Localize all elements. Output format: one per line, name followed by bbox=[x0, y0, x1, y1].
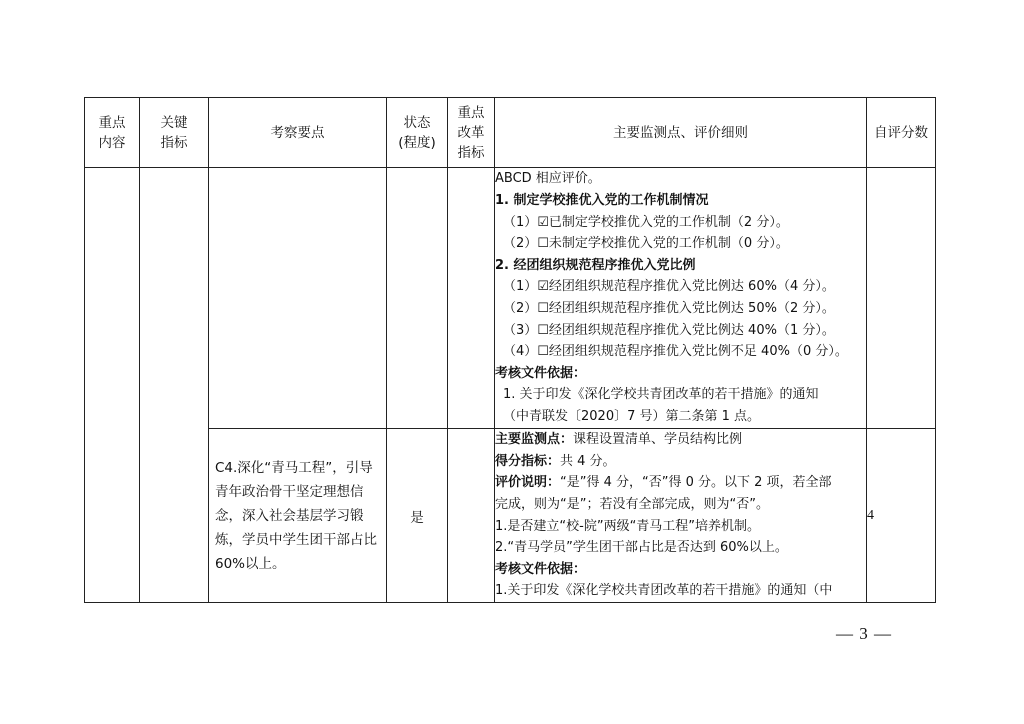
detail-line bbox=[495, 451, 866, 473]
inspection-point-cell bbox=[209, 429, 387, 603]
detail-label: 主要监测点： bbox=[495, 432, 574, 448]
monitoring-details-cell bbox=[495, 429, 867, 603]
header-reform-indicator: 重点 改革 指标 bbox=[448, 98, 495, 168]
monitoring-details-cell bbox=[495, 168, 867, 429]
self-score-cell bbox=[867, 168, 936, 429]
detail-line: 1. 关于印发《深化学校共青团改革的若干措施》的通知 bbox=[503, 387, 819, 403]
key-indicator-cell bbox=[140, 168, 209, 603]
header-self-score: 自评分数 bbox=[867, 98, 936, 168]
detail-line: （4）☐经团组织规范程序推优入党比例不足 40%（0 分）。 bbox=[503, 344, 848, 360]
detail-text: 共 4 分。 bbox=[560, 453, 616, 469]
detail-line: 1. 制定学校推优入党的工作机制情况 bbox=[495, 193, 709, 209]
detail-lines bbox=[495, 168, 866, 427]
status-cell bbox=[387, 429, 448, 603]
detail-line bbox=[495, 494, 866, 516]
detail-line bbox=[495, 429, 866, 451]
inspection-point-cell bbox=[209, 168, 387, 429]
header-row bbox=[85, 98, 936, 168]
detail-line: （1）☑已制定学校推优入党的工作机制（2 分）。 bbox=[503, 214, 789, 230]
status-cell bbox=[387, 168, 448, 429]
detail-label: 评价说明： bbox=[495, 475, 561, 491]
detail-line: （1）☑经团组织规范程序推优入党比例达 60%（4 分）。 bbox=[503, 279, 835, 295]
reform-indicator-cell bbox=[448, 168, 495, 429]
detail-label: 考核文件依据： bbox=[495, 561, 587, 577]
detail-line: （3）☐经团组织规范程序推优入党比例达 40%（1 分）。 bbox=[503, 322, 835, 338]
detail-line: （2）☐未制定学校推优入党的工作机制（0 分）。 bbox=[503, 236, 789, 252]
key-content-cell bbox=[85, 168, 140, 603]
detail-text: 2.“青马学员”学生团干部占比是否达到 60%以上。 bbox=[495, 540, 788, 556]
detail-text: “是”得 4 分，“否”得 0 分。以下 2 项，若全部 bbox=[560, 475, 832, 491]
detail-text: 1.关于印发《深化学校共青团改革的若干措施》的通知（中 bbox=[495, 583, 833, 599]
header-key-indicator: 关键 指标 bbox=[140, 98, 209, 168]
detail-line: ABCD 相应评价。 bbox=[495, 171, 601, 187]
detail-label: 得分指标： bbox=[495, 453, 561, 469]
status-value: 是 bbox=[410, 509, 424, 526]
inspection-point-text: C4.深化“青马工程”，引导青年政治骨干坚定理想信念，深入社会基层学习锻炼，学员中学生团干部占比 60%以上。 bbox=[215, 459, 377, 572]
detail-text: 完成，则为“是”；若没有全部完成，则为“否”。 bbox=[495, 496, 769, 512]
detail-text: 1.是否建立“校-院”两级“青马工程”培养机制。 bbox=[495, 518, 761, 534]
header-key-content: 重点 内容 bbox=[85, 98, 140, 168]
detail-line bbox=[495, 537, 866, 559]
header-monitoring-details: 主要监测点、评价细则 bbox=[495, 98, 867, 168]
table-row bbox=[85, 168, 936, 429]
reform-indicator-cell bbox=[448, 429, 495, 603]
detail-text: 课程设置清单、学员结构比例 bbox=[573, 432, 743, 448]
detail-line: 考核文件依据： bbox=[495, 365, 587, 381]
detail-line: （中青联发〔2020〕7 号）第二条第 1 点。 bbox=[503, 408, 761, 424]
detail-line bbox=[495, 559, 866, 581]
header-inspection-points: 考察要点 bbox=[209, 98, 387, 168]
detail-line bbox=[495, 516, 866, 538]
detail-lines bbox=[495, 429, 866, 602]
self-score-cell bbox=[867, 429, 936, 603]
page-number: — 3 — bbox=[836, 624, 892, 643]
detail-line: 2. 经团组织规范程序推优入党比例 bbox=[495, 257, 696, 273]
table-row bbox=[85, 429, 936, 603]
detail-line: （2）☐经团组织规范程序推优入党比例达 50%（2 分）。 bbox=[503, 301, 835, 316]
self-score-value: 4 bbox=[867, 507, 874, 523]
evaluation-table bbox=[84, 97, 936, 603]
detail-line bbox=[495, 472, 866, 494]
detail-line bbox=[495, 580, 866, 602]
header-status: 状态 (程度) bbox=[387, 98, 448, 168]
